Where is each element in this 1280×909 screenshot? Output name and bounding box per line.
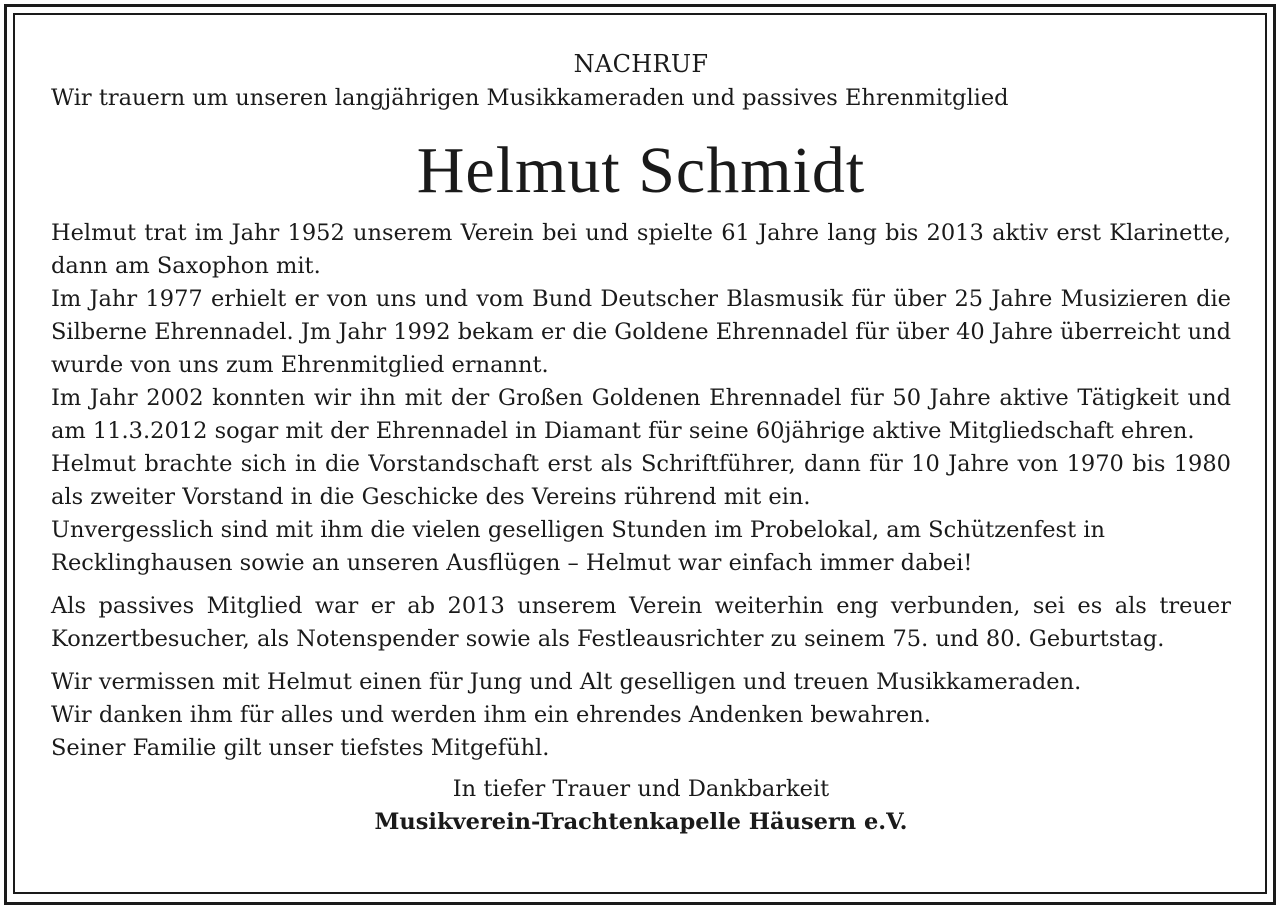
intro-line: Wir trauern um unseren langjährigen Musikkameraden und passives Ehrenmitglied <box>51 85 1009 111</box>
closing-line: In tiefer Trauer und Dankbarkeit <box>452 776 830 802</box>
deceased-name: Helmut Schmidt <box>416 134 866 207</box>
paragraph-passive-member: Als passives Mitglied war er ab 2013 unserem Verein weiterhin eng verbunden, sei es als treuer Konzertbesucher, als Notenspender sowie als Festleausrichter zu seinem 75. und 80. Geburtstag. <box>51 593 1231 652</box>
paragraph-membership: Helmut trat im Jahr 1952 unserem Verein bei und spielte 61 Jahre lang bis 2013 aktiv erst Klarinette, dann am Saxophon mit. <box>51 220 1231 279</box>
organization-signature: Musikverein-Trachtenkapelle Häusern e.V. <box>374 809 908 835</box>
paragraph-board: Helmut brachte sich in die Vorstandschaft erst als Schriftführer, dann für 10 Jahre von 1970 bis 1980 als zweiter Vorstand in die Geschicke des Vereins rührend mit ein. <box>51 451 1231 510</box>
line-condolence: Seiner Familie gilt unser tiefstes Mitgefühl. <box>51 735 550 761</box>
obituary-notice <box>51 46 1231 839</box>
line-miss: Wir vermissen mit Helmut einen für Jung und Alt geselligen und treuen Musikkameraden. <box>51 669 1082 695</box>
paragraph-diamond-pin: Im Jahr 2002 konnten wir ihn mit der Großen Goldenen Ehrennadel für 50 Jahre aktive Tätigkeit und am 11.3.2012 sogar mit der Ehrennadel in Diamant für seine 60jährige aktive Mitgliedschaft ehren. <box>51 385 1231 444</box>
paragraph-memories: Unvergesslich sind mit ihm die vielen geselligen Stunden im Probelokal, am Schützenfest in Recklinghausen sowie an unseren Ausflügen – Helmut war einfach immer dabei! <box>51 517 1105 576</box>
paragraph-silver-gold-pin: Im Jahr 1977 erhielt er von uns und vom Bund Deutscher Blasmusik für über 25 Jahre Musizieren die Silberne Ehrennadel. Jm Jahr 1992 bekam er die Goldene Ehrennadel für über 40 Jahre überreicht und wurde von uns zum Ehrenmitglied ernannt. <box>51 286 1231 378</box>
line-thanks: Wir danken ihm für alles und werden ihm ein ehrendes Andenken bewahren. <box>51 702 931 728</box>
notice-heading: NACHRUF <box>573 50 709 78</box>
